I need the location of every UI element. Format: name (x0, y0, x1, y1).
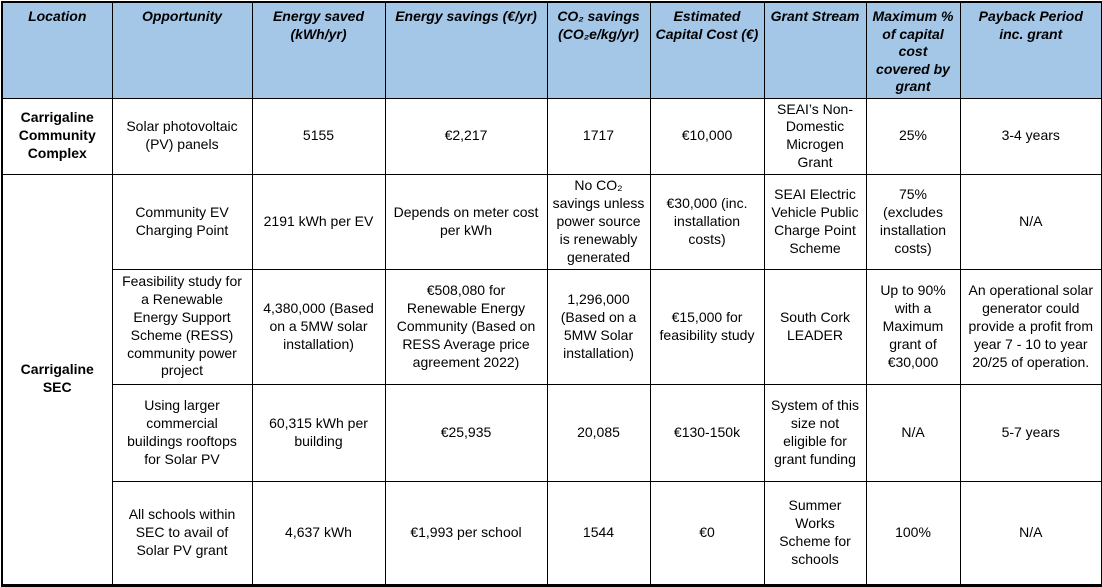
cell-energy-saved: 60,315 kWh per building (252, 384, 385, 481)
table-row (2, 481, 1102, 585)
cell-payback: An operational solar generator could provide a profit from year 7 - 10 to year 20/25 of operation. (960, 269, 1102, 384)
cell-location-carrigaline-community-complex: Carrigaline Community Complex (2, 98, 112, 175)
energy-opportunities-table (1, 1, 1102, 587)
cell-max-grant: 75% (excludes installation costs) (866, 175, 960, 270)
cell-opportunity: Community EV Charging Point (112, 175, 252, 270)
cell-max-grant: N/A (866, 384, 960, 481)
cell-max-grant: 25% (866, 98, 960, 175)
col-header-payback-period: Payback Period inc. grant (960, 2, 1102, 98)
cell-opportunity: Feasibility study for a Renewable Energy Support Scheme (RESS) community power project (112, 269, 252, 384)
cell-capital-cost: €15,000 for feasibility study (650, 269, 764, 384)
col-header-co2-savings: CO₂ savings (CO₂e/kg/yr) (547, 2, 650, 98)
cell-opportunity: All schools within SEC to avail of Solar PV grant (112, 481, 252, 585)
table-row (2, 269, 1102, 384)
cell-payback: 3-4 years (960, 98, 1102, 175)
cell-max-grant: Up to 90% with a Maximum grant of €30,000 (866, 269, 960, 384)
cell-energy-savings: €1,993 per school (385, 481, 547, 585)
cell-grant-stream: South Cork LEADER (764, 269, 866, 384)
cell-location-carrigaline-sec: Carrigaline SEC (2, 175, 112, 586)
header-row (2, 2, 1102, 98)
col-header-energy-savings: Energy savings (€/yr) (385, 2, 547, 98)
table-row (2, 175, 1102, 270)
col-header-opportunity: Opportunity (112, 2, 252, 98)
cell-grant-stream: SEAI Electric Vehicle Public Charge Point Scheme (764, 175, 866, 270)
table-row (2, 384, 1102, 481)
cell-capital-cost: €10,000 (650, 98, 764, 175)
cell-energy-savings: €508,080 for Renewable Energy Community (Based on RESS Average price agreement 2022) (385, 269, 547, 384)
cell-energy-savings: €2,217 (385, 98, 547, 175)
col-header-max-grant-percent: Maximum % of capital cost covered by grant (866, 2, 960, 98)
cell-opportunity: Using larger commercial buildings rooftops for Solar PV (112, 384, 252, 481)
cell-co2-savings: 1,296,000 (Based on a 5MW Solar installation) (547, 269, 650, 384)
cell-opportunity: Solar photovoltaic (PV) panels (112, 98, 252, 175)
cell-energy-saved: 2191 kWh per EV (252, 175, 385, 270)
cell-energy-saved: 4,380,000 (Based on a 5MW solar installation) (252, 269, 385, 384)
cell-capital-cost: €130-150k (650, 384, 764, 481)
col-header-capital-cost: Estimated Capital Cost (€) (650, 2, 764, 98)
cell-energy-saved: 4,637 kWh (252, 481, 385, 585)
cell-co2-savings: 1717 (547, 98, 650, 175)
cell-payback: N/A (960, 175, 1102, 270)
cell-co2-savings: 20,085 (547, 384, 650, 481)
cell-co2-savings: No CO₂ savings unless power source is renewably generated (547, 175, 650, 270)
cell-co2-savings: 1544 (547, 481, 650, 585)
cell-energy-savings: €25,935 (385, 384, 547, 481)
table-body (2, 98, 1102, 585)
cell-max-grant: 100% (866, 481, 960, 585)
col-header-energy-saved: Energy saved (kWh/yr) (252, 2, 385, 98)
col-header-grant-stream: Grant Stream (764, 2, 866, 98)
cell-capital-cost: €30,000 (inc. installation costs) (650, 175, 764, 270)
cell-grant-stream: System of this size not eligible for grant funding (764, 384, 866, 481)
table-row (2, 98, 1102, 175)
table-header (2, 2, 1102, 98)
cell-payback: 5-7 years (960, 384, 1102, 481)
cell-energy-saved: 5155 (252, 98, 385, 175)
cell-energy-savings: Depends on meter cost per kWh (385, 175, 547, 270)
cell-grant-stream: Summer Works Scheme for schools (764, 481, 866, 585)
col-header-location: Location (2, 2, 112, 98)
cell-capital-cost: €0 (650, 481, 764, 585)
cell-payback: N/A (960, 481, 1102, 585)
cell-grant-stream: SEAI’s Non-Domestic Microgen Grant (764, 98, 866, 175)
